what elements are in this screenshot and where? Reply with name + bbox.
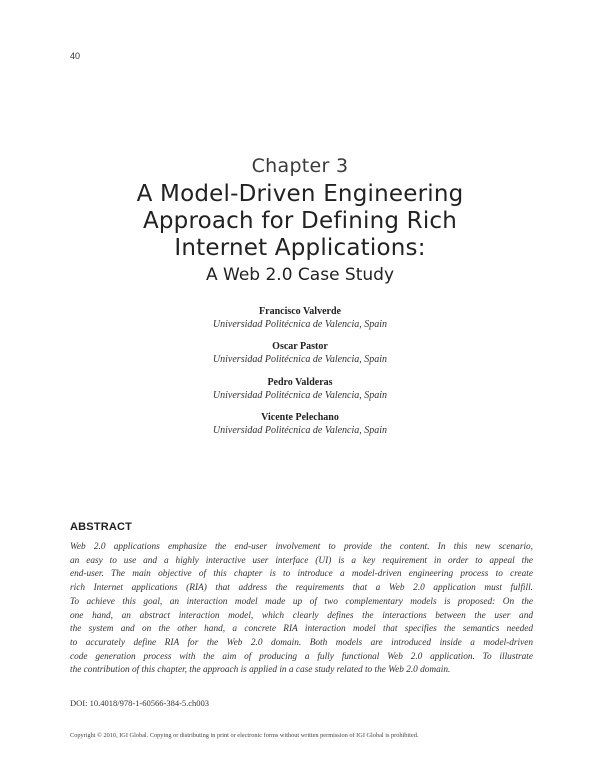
chapter-subtitle: A Web 2.0 Case Study [205, 265, 395, 285]
page-number: 40 [70, 51, 81, 61]
author-block [0, 305, 600, 331]
author-affiliation: Universidad Politécnica de Valencia, Spain [212, 354, 388, 365]
author-affiliation: Universidad Politécnica de Valencia, Spain [212, 319, 388, 330]
author-name: Vicente Pelechano [261, 412, 339, 423]
author-name: Francisco Valverde [259, 306, 341, 317]
author-name: Pedro Valderas [267, 377, 333, 388]
author-affiliation: Universidad Politécnica de Valencia, Spain [212, 390, 388, 401]
abstract-line: Web 2.0 applications emphasize the end-user involvement to provide the content. In this new scenario, [70, 542, 533, 552]
author-affiliation: Universidad Politécnica de Valencia, Spain [212, 425, 388, 436]
abstract-line: an easy to use and a highly interactive user interface (UI) is a key requirement in order to appeal the [70, 555, 533, 566]
abstract-line: rich Internet applications (RIA) that address the requirements that a Web 2.0 application must fulfill. [70, 583, 533, 594]
abstract-line: To achieve this goal, an interaction model made up of two complementary models is proposed: On the [70, 596, 533, 607]
abstract-line: to accurately define RIA for the Web 2.0 domain. Both models are introduced inside a model-driven [70, 637, 533, 648]
doi-line: DOI: 10.4018/978-1-60566-384-5.ch003 [70, 698, 210, 708]
abstract-line: the system and on the other hand, a concrete RIA interaction model that specifies the semantics needed [70, 624, 533, 635]
abstract-line: one hand, an abstract interaction model, which clearly defines the interactions between the user and [70, 610, 533, 621]
abstract-line: the contribution of this chapter, the approach is applied in a case study related to the Web 2.0 domain. [70, 665, 451, 676]
copyright-notice: Copyright © 2010, IGI Global. Copying or distributing in print or electronic forms without written permission of IGI Global is prohibited. [70, 732, 419, 739]
abstract-line: end-user. The main objective of this chapter is to introduce a model-driven engineering process to create [70, 569, 533, 580]
abstract-line: code generation process with the aim of producing a fully functional Web 2.0 application. To illustrate [70, 651, 533, 662]
author-block [0, 340, 600, 366]
author-block [0, 376, 600, 402]
author-name: Oscar Pastor [272, 341, 328, 352]
chapter-title [60, 181, 540, 262]
title-line: Internet Applications: [174, 235, 426, 261]
abstract-text [70, 541, 533, 678]
chapter-label: Chapter 3 [251, 155, 349, 177]
title-line: Approach for Defining Rich [142, 208, 458, 234]
author-block [0, 411, 600, 437]
abstract-heading: ABSTRACT [70, 521, 133, 533]
title-line: A Model-Driven Engineering [136, 181, 464, 207]
